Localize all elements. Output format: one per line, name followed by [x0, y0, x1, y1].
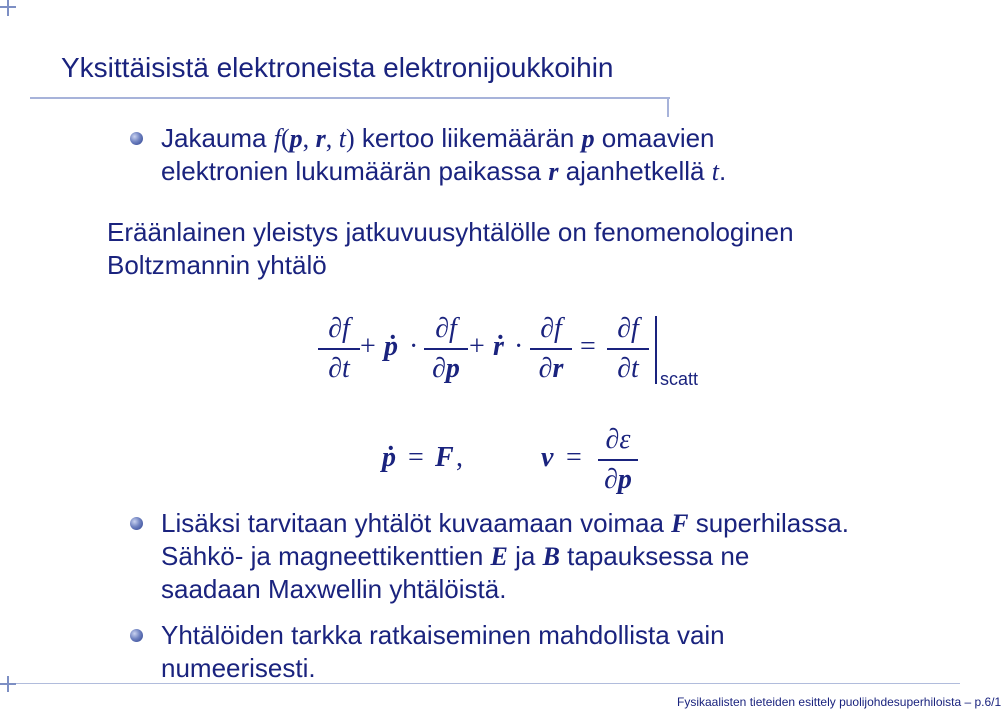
dot-operator: ·: [514, 331, 524, 362]
math-symbol: f: [631, 313, 639, 344]
partial-symbol: ∂: [617, 352, 632, 384]
denominator: [424, 352, 468, 386]
partial-symbol: ∂: [432, 352, 446, 384]
math-symbol: ,: [302, 124, 316, 153]
paragraph-boltzmann: [107, 216, 794, 282]
bullet-icon: [130, 629, 143, 642]
text-run: ja: [507, 541, 543, 571]
math-symbol: t: [711, 157, 719, 186]
math-symbol: F: [671, 509, 689, 538]
fraction-df-dr: [530, 312, 572, 386]
fraction-bar: [318, 348, 360, 350]
math-symbol: f: [273, 124, 281, 153]
denominator: [598, 463, 638, 497]
text-run: .: [718, 156, 727, 186]
math-symbol: r: [548, 157, 559, 186]
equals-sign: =: [566, 442, 582, 473]
partial-symbol: ∂: [605, 424, 620, 455]
numerator: [530, 312, 572, 346]
bullet-line: [161, 573, 849, 606]
bullet-text: [161, 619, 725, 685]
denominator: [607, 352, 649, 386]
bullet-icon: [130, 132, 143, 145]
math-symbol: f: [449, 313, 457, 344]
slide-footer: Fysikaalisten tieteiden esittely puolijohdesuperhiloista – p.6/1: [677, 695, 1001, 709]
partial-symbol: ∂: [540, 313, 555, 344]
text-run: Lisäksi tarvitaan yhtälöt kuvaamaan voimaa: [161, 508, 672, 538]
text-run: omaavien: [594, 123, 715, 153]
force-symbol: F: [435, 442, 454, 473]
math-symbol: E: [490, 542, 508, 571]
bullet-text: [161, 122, 726, 188]
dot-operator: ·: [409, 331, 419, 362]
r-dot-symbol: ṙ: [493, 331, 504, 362]
partial-symbol: ∂: [328, 352, 343, 384]
scatt-subscript: scatt: [660, 369, 699, 389]
title-underline-tick: [667, 97, 669, 117]
plus-sign: +: [469, 331, 485, 362]
corner-mark-bottom-v: [7, 676, 9, 692]
math-symbol: t: [338, 124, 346, 153]
numerator: [607, 312, 649, 346]
fraction-df-dt: [318, 312, 360, 386]
slide-title: Yksittäisistä elektroneista elektronijoukkoihin: [61, 52, 614, 83]
fraction-bar: [598, 459, 638, 461]
numerator: [318, 312, 360, 346]
bullet-line: [161, 507, 849, 540]
numerator: [598, 423, 638, 457]
fraction-df-dt-scatt: [607, 312, 649, 386]
text-run: tapauksessa ne: [559, 541, 750, 571]
fraction-deps-dp: [598, 423, 638, 497]
math-symbol: p: [445, 352, 460, 384]
bullet-line: [161, 540, 849, 573]
math-symbol: p: [581, 124, 595, 153]
text-run: Sähkö- ja magneettikenttien: [161, 541, 491, 571]
math-symbol: p: [617, 463, 632, 495]
math-symbol: t: [631, 352, 639, 384]
bullet-text: [161, 507, 849, 606]
denominator: [318, 352, 360, 386]
fraction-bar: [607, 348, 649, 350]
math-symbol: f: [554, 313, 562, 344]
math-symbol: (: [280, 124, 290, 153]
partial-symbol: ∂: [604, 463, 618, 495]
math-symbol: ε: [619, 424, 631, 455]
bullet-icon: [130, 517, 143, 530]
math-symbol: t: [342, 352, 350, 384]
text-run: elektronien lukumäärän paikassa: [161, 156, 549, 186]
partial-symbol: ∂: [328, 313, 343, 344]
partial-symbol: ∂: [435, 313, 450, 344]
numerator: [424, 312, 468, 346]
fraction-bar: [424, 348, 468, 350]
denominator: [530, 352, 572, 386]
paragraph-line: Boltzmannin yhtälö: [107, 250, 327, 280]
bullet-line: numeerisesti.: [161, 653, 316, 683]
math-symbol: r: [552, 352, 564, 384]
bullet-line: [161, 122, 726, 155]
math-symbol: p: [289, 124, 303, 153]
velocity-symbol: v: [541, 442, 554, 473]
partial-symbol: ∂: [617, 313, 632, 344]
text-run: kertoo liikemäärän: [354, 123, 582, 153]
text-run: saadaan Maxwellin yhtälöistä.: [161, 574, 507, 604]
math-symbol: ): [346, 124, 355, 153]
paragraph-line: Eräänlainen yleistys jatkuvuusyhtälölle on fenomenologinen: [107, 217, 794, 247]
text-run: ajanhetkellä: [558, 156, 712, 186]
equals-sign: =: [408, 442, 424, 473]
bullet-line: Yhtälöiden tarkka ratkaiseminen mahdollista vain: [161, 620, 725, 650]
math-symbol: r: [315, 124, 326, 153]
title-underline: [30, 97, 670, 99]
p-dot-symbol: ṗ: [384, 331, 398, 362]
fraction-bar: [530, 348, 572, 350]
partial-symbol: ∂: [538, 352, 553, 384]
math-symbol: ,: [325, 124, 339, 153]
plus-sign: +: [360, 331, 376, 362]
text-run: Jakauma: [161, 123, 274, 153]
fraction-df-dp: [424, 312, 468, 386]
p-dot-symbol: ṗ: [382, 442, 396, 473]
evaluation-bar: [655, 316, 657, 384]
corner-mark-top-v: [7, 0, 9, 16]
bullet-line: [161, 155, 726, 188]
equals-sign: =: [580, 331, 596, 362]
math-symbol: f: [342, 313, 350, 344]
math-symbol: B: [542, 542, 560, 571]
text-run: superhilassa.: [688, 508, 849, 538]
comma: ,: [456, 442, 463, 473]
